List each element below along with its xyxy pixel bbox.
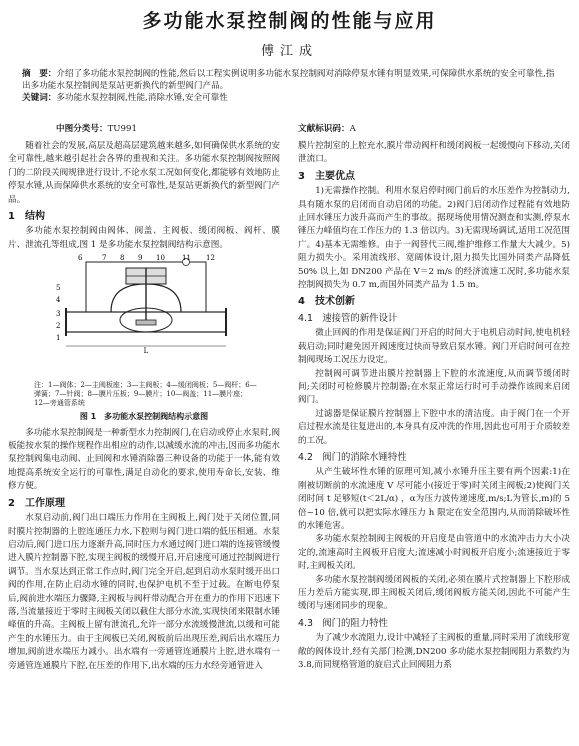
subsection-heading-4-1: 4.1 速接管的新件设计: [298, 312, 398, 324]
callout-1: 1: [56, 334, 61, 343]
section-1-text: 多功能水泵控制阀由阀体、阀盖、主阀板、缓闭阀板、阀杆、膜片、泄流孔等组成,图 1 是多功能水泵控制阀结构示意图。: [8, 226, 280, 250]
valve-diagram: [56, 254, 236, 354]
callout-10: 10: [156, 254, 165, 263]
section-heading-3: 3 主要优点: [298, 170, 355, 182]
callout-11: 11: [182, 254, 191, 263]
legend-line-2: 弹簧；7—针阀；8—膜片压板；9—膜片；10—阀盖；11—膜片座；: [34, 390, 248, 399]
keywords-text: 多功能水泵控制阀,性能,消除水锤,安全可靠性: [56, 93, 228, 103]
section-heading-2: 2 工作原理: [8, 497, 65, 509]
document-code: [298, 122, 356, 134]
abstract-text: 介绍了多功能水泵控制阀的性能,然后以工程实例说明多功能水泵控制阀对消除停泵水锤有明显效果,可保障供水系统的安全可靠性,指出多功能水泵控制阀是泵站更新换代的新型阀门产品。: [22, 69, 555, 91]
clc-value: TU991: [107, 124, 137, 134]
doc-code-label: 文献标识码：: [298, 124, 350, 134]
callout-5: 5: [56, 284, 61, 293]
callout-6: 6: [78, 254, 83, 263]
section-2-text: 水泵启动前,阀门出口端压力作用在主阀板上,阀门处于关闭位置,同时膜片控制器的上腔连通压力水,下腔则与阀门进口端的低压相通。水泵启动后,阀门进口压力逐渐升高,同时压力水通过阀门进口端的连接管缓慢进入膜片控制器下腔,实现主阀板的缓慢开启,开启速度可通过控制阀进行调节。当水泵达到正常工作点时,阀门完全开启,起到启动水泵时缓开出口阀的作用,在防止启动水锤的同时,也保护电机不至于过载。在断电停泵后,阀前进水端压力骤降,主阀板与阀杆带动配合开在重力的作用下迅速下落,当流量接近于零时主阀板关闭以截住大部分水流,实现快闭来限制水锤峰值的升高。主阀板上留有泄流孔,允许一部分水流缓慢泄流,以缓和可能产生的水锤压力。由于主阀板已关闭,阀板前后出现压差,阀后出水端压力增加,阀前进水端压力减小。出水端有一旁通管连通膜片上腔,进水端有一旁通管连通膜片下腔,在压差的作用下,出水端的压力水经旁通管进入: [8, 513, 280, 671]
doc-code-value: A: [349, 124, 356, 134]
subsection-4-2-text-2: 多功能水泵控制阀主阀板的开启度是由管道中的水流冲击力大小决定的,流速高时主阀板开启度大;流速减小时阀板开启度小;流速接近于零时,主阀板关闭。: [298, 534, 570, 572]
section-1-text-2: 多功能水泵控制阀是一种新型水力控制阀门,在启动或停止水泵时,阀板能按水泵的操作规程作出相应的动作,以减缓水流的冲击,因而多功能水泵控制阀集电动阀、止回阀和水锤消除器三种设备的功能于一体,能有效地提高系统安全运行的可靠性,满足自动化的要求,使用寿命长,安装、维修方便。: [8, 427, 280, 492]
subsection-4-2-text: 从产生破坏性水锤的原理可知,减小水锤升压主要有两个因素:1)在刚被切断前的水流速度 V 尽可能小(接近于零)时关闭主阀板;2)使阀门关闭时间 t 足够短(t＜2L/α) ，α为压力波传递速度,m/s;L为管长,m)的 5 倍~10 倍,就可以把实际水锤压力 h 限定在安全范围内,从而消除破坏性的水锤危害。: [298, 467, 570, 531]
author-name: 傅江成: [260, 44, 318, 59]
callout-3: 3: [56, 310, 61, 319]
callout-12: 12: [206, 254, 215, 263]
subsection-heading-4-3: 4.3 阀门的阻力特性: [298, 617, 388, 629]
left-column: [8, 140, 280, 673]
section-heading-1: 1 结构: [8, 211, 45, 223]
subsection-heading-4-2: 4.2 阀门的消除水锤特性: [298, 451, 407, 463]
legend-line-3: 12—旁通管系统: [34, 399, 85, 408]
callout-7: 7: [102, 254, 107, 263]
callout-4: 4: [56, 296, 61, 305]
abstract-label: 摘 要：: [22, 69, 57, 79]
keywords-label: 关键词：: [22, 93, 57, 103]
subsection-4-1-text: 微止回阀的作用是保证阀门开启的时间大于电机启动时间,使电机轻载启动;同时避免因开阀速度过快而导致启泵水锤。阀门开启时间可在控制阀现场工况压力设定。: [298, 328, 570, 366]
clc-number: [56, 122, 137, 134]
legend-line-1: 注：1—阀体；2—主阀板座；3—主阀板；4—缓闭阀板；5—阀杆；6—: [34, 381, 257, 390]
clc-label: 中图分类号：: [56, 124, 108, 134]
section-3-text: 1)无需操作控制。利用水泵启停时阀门前后的水压差作为控制动力,具有随水泵的启闭而自动启闭的功能。2)阀门启闭动作过程能有效地防止回水锤压力波升高而产生的事故。据现场使用情况测查和实测,停泵水锤压力峰值均在工作压力的 1.3 倍以内。3)无需现场调试,适用工况范围广。4)基本无需维修。由于一阀替代三阀,维护维修工作量大大减少。5)阻力损失小。采用流线形、宽阔体设计,阻力损失比国外同类产品降低 50% 以上,如 DN200 产品在 V＝2 m/s 的经济流速工况时,多功能水泵控制阀损失为 0.7 m,而国外同类产品为 1.5 m。: [298, 186, 570, 291]
figure-caption: 图 1 多功能水泵控制阀结构示意图: [79, 412, 209, 422]
length-label: L: [143, 347, 149, 355]
section-heading-4: 4 技术创新: [298, 296, 355, 308]
paper-title: 多功能水泵控制阀的性能与应用: [142, 10, 437, 32]
right-column: [298, 140, 570, 672]
subsection-4-1-text-2: 控制阀可调节进出膜片控制器上下腔的水流速度,从而调节缓闭时间;关闭时可检修膜片控制器;在水泵正常运行时可手动操作该阀来启闭阀门。: [298, 368, 570, 406]
intro-paragraph: 随着社会的发展,高层及超高层建筑越来越多,如何确保供水系统的安全可靠性,越来越引起社会各界的重视和关注。多功能水泵控制阀按照阀门的二阶段关阀规律进行设计,不论水泵工况如何变化,都能够有效地防止停泵水锤,从而保障供水系统的安全可靠性,是泵站更新换代的新型阀门产品。: [8, 141, 280, 205]
subsection-4-1-text-3: 过滤器是保证膜片控制器上下腔中水的清洁度。由于阀门在一个开启过程水流是往复进出的,本身具有反冲洗的作用,因此也可用于介质较差的工况。: [298, 408, 570, 446]
figure-1: [8, 254, 280, 379]
abstract: [22, 68, 562, 92]
callout-2: 2: [56, 322, 61, 331]
figure-legend: [34, 381, 280, 408]
callout-8: 8: [120, 254, 125, 263]
continued-paragraph: 膜片控制室的上腔充水,膜片带动阀杆和缓闭阀板一起缓慢向下移动,关闭泄流口。: [298, 141, 570, 165]
callout-9: 9: [138, 254, 143, 263]
keywords: [22, 92, 562, 104]
valve-disc: [136, 320, 156, 325]
subsection-4-2-text-3: 多功能水泵控制阀缓闭阀板的关闭,必须在膜片式控制器上下腔形成压力差后方能实现,即主阀板关闭后,缓闭阀板方能关闭,因此不可能产生缓闭与速闭同步的现象。: [298, 574, 570, 612]
abstract-block: [22, 68, 562, 104]
subsection-4-3-text: 为了减少水流阻力,设计中减轻了主阀板的重量,同时采用了流线形宽敞的阀体设计,经有关部门检测,DN200 多功能水泵控制阀阻力系数约为 3.8,而同规格管道的旋启式止回阀阻力系: [298, 633, 570, 671]
